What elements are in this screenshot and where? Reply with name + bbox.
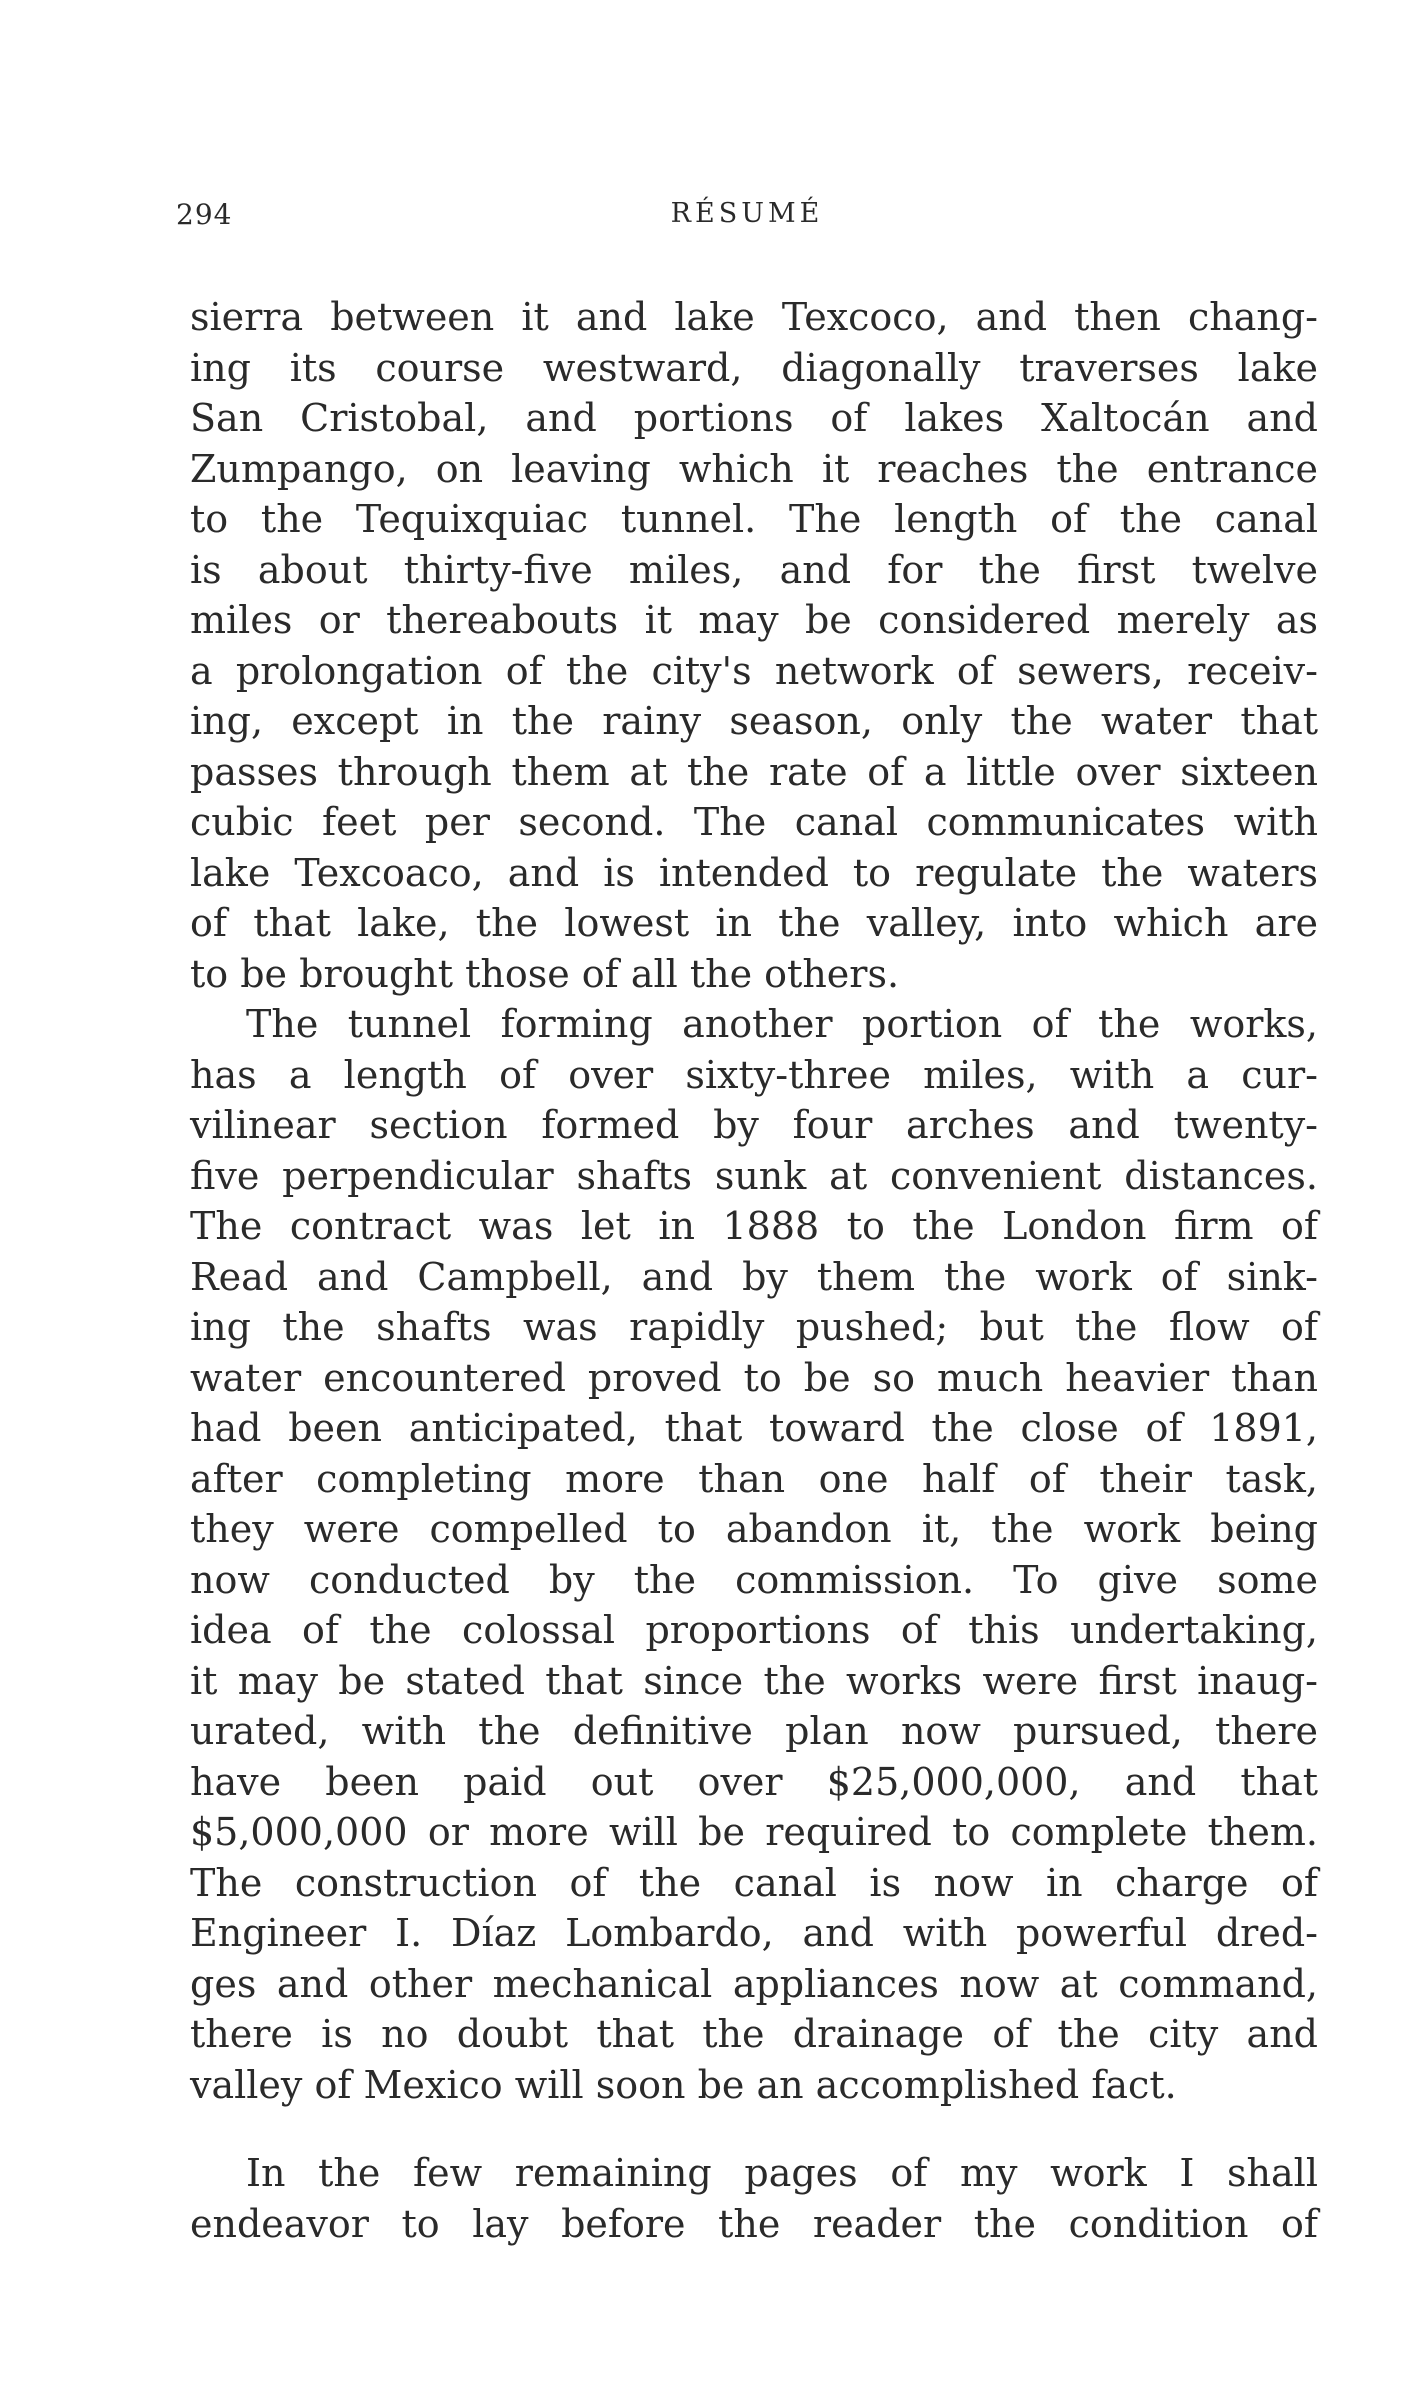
- text-line: The tunnel forming another portion of the works,: [246, 1002, 1318, 1046]
- text-line: $5,000,000 or more will be required to complete them.: [190, 1810, 1318, 1854]
- text-line: lake Texcoaco, and is intended to regulate the waters: [190, 850, 1318, 895]
- text-line: there is no doubt that the drainage of the city and: [190, 2012, 1318, 2056]
- text-line: a prolongation of the city's network of sewers, receiv-: [190, 648, 1318, 693]
- text-line: they were compelled to abandon it, the work being: [190, 1507, 1318, 1551]
- text-line: In the few remaining pages of my work I shall: [246, 2151, 1318, 2195]
- text-line: has a length of over sixty-three miles, with a cur-: [190, 1052, 1318, 1097]
- text-line: now conducted by the commission. To give some: [190, 1557, 1318, 1602]
- text-line: The contract was let in 1888 to the London firm of: [190, 1204, 1318, 1248]
- text-line: have been paid out over $25,000,000, and that: [190, 1759, 1318, 1804]
- running-title: RÉSUMÉ: [670, 198, 824, 229]
- text-line: is about thirty-five miles, and for the first twelve: [190, 547, 1318, 592]
- text-line: Zumpango, on leaving which it reaches the entrance: [190, 446, 1318, 491]
- text-line: to the Tequixquiac tunnel. The length of the canal: [190, 497, 1318, 541]
- paragraph: [190, 999, 1318, 2110]
- text-line: to be brought those of all the others.: [190, 951, 900, 996]
- text-line: sierra between it and lake Texcoco, and then chang-: [190, 295, 1318, 339]
- text-line: passes through them at the rate of a little over sixteen: [190, 749, 1318, 794]
- running-head: [176, 198, 1318, 238]
- body-text: [190, 292, 1318, 2249]
- text-line: five perpendicular shafts sunk at convenient distances.: [190, 1153, 1318, 1198]
- text-line: after completing more than one half of their task,: [190, 1456, 1318, 1501]
- text-line: valley of Mexico will soon be an accomplished fact.: [190, 2062, 1177, 2107]
- text-line: ing the shafts was rapidly pushed; but the flow of: [190, 1305, 1318, 1349]
- paragraph: [190, 292, 1318, 999]
- text-line: idea of the colossal proportions of this undertaking,: [190, 1608, 1318, 1652]
- text-line: San Cristobal, and portions of lakes Xaltocán and: [190, 396, 1318, 440]
- paragraph-gap: [190, 2110, 1318, 2148]
- text-line: had been anticipated, that toward the close of 1891,: [190, 1406, 1318, 1450]
- text-line: miles or thereabouts it may be considered merely as: [190, 598, 1318, 642]
- text-line: vilinear section formed by four arches and twenty-: [190, 1103, 1318, 1147]
- paragraph: [190, 2148, 1318, 2249]
- text-line: ges and other mechanical appliances now at command,: [190, 1961, 1318, 2006]
- text-line: Read and Campbell, and by them the work of sink-: [190, 1254, 1318, 1299]
- text-line: endeavor to lay before the reader the condition of: [190, 2201, 1318, 2246]
- text-line: ing its course westward, diagonally traverses lake: [190, 345, 1318, 390]
- text-line: The construction of the canal is now in charge of: [190, 1860, 1318, 1905]
- text-line: ing, except in the rainy season, only the water that: [190, 699, 1318, 743]
- text-line: water encountered proved to be so much heavier than: [190, 1355, 1318, 1400]
- page-number: 294: [176, 198, 233, 231]
- text-line: Engineer I. Díaz Lombardo, and with powerful dred-: [190, 1911, 1318, 1955]
- text-line: of that lake, the lowest in the valley, into which are: [190, 901, 1318, 945]
- text-line: it may be stated that since the works were first inaug-: [190, 1658, 1318, 1703]
- text-line: urated, with the definitive plan now pursued, there: [190, 1709, 1318, 1753]
- text-line: cubic feet per second. The canal communicates with: [190, 800, 1318, 844]
